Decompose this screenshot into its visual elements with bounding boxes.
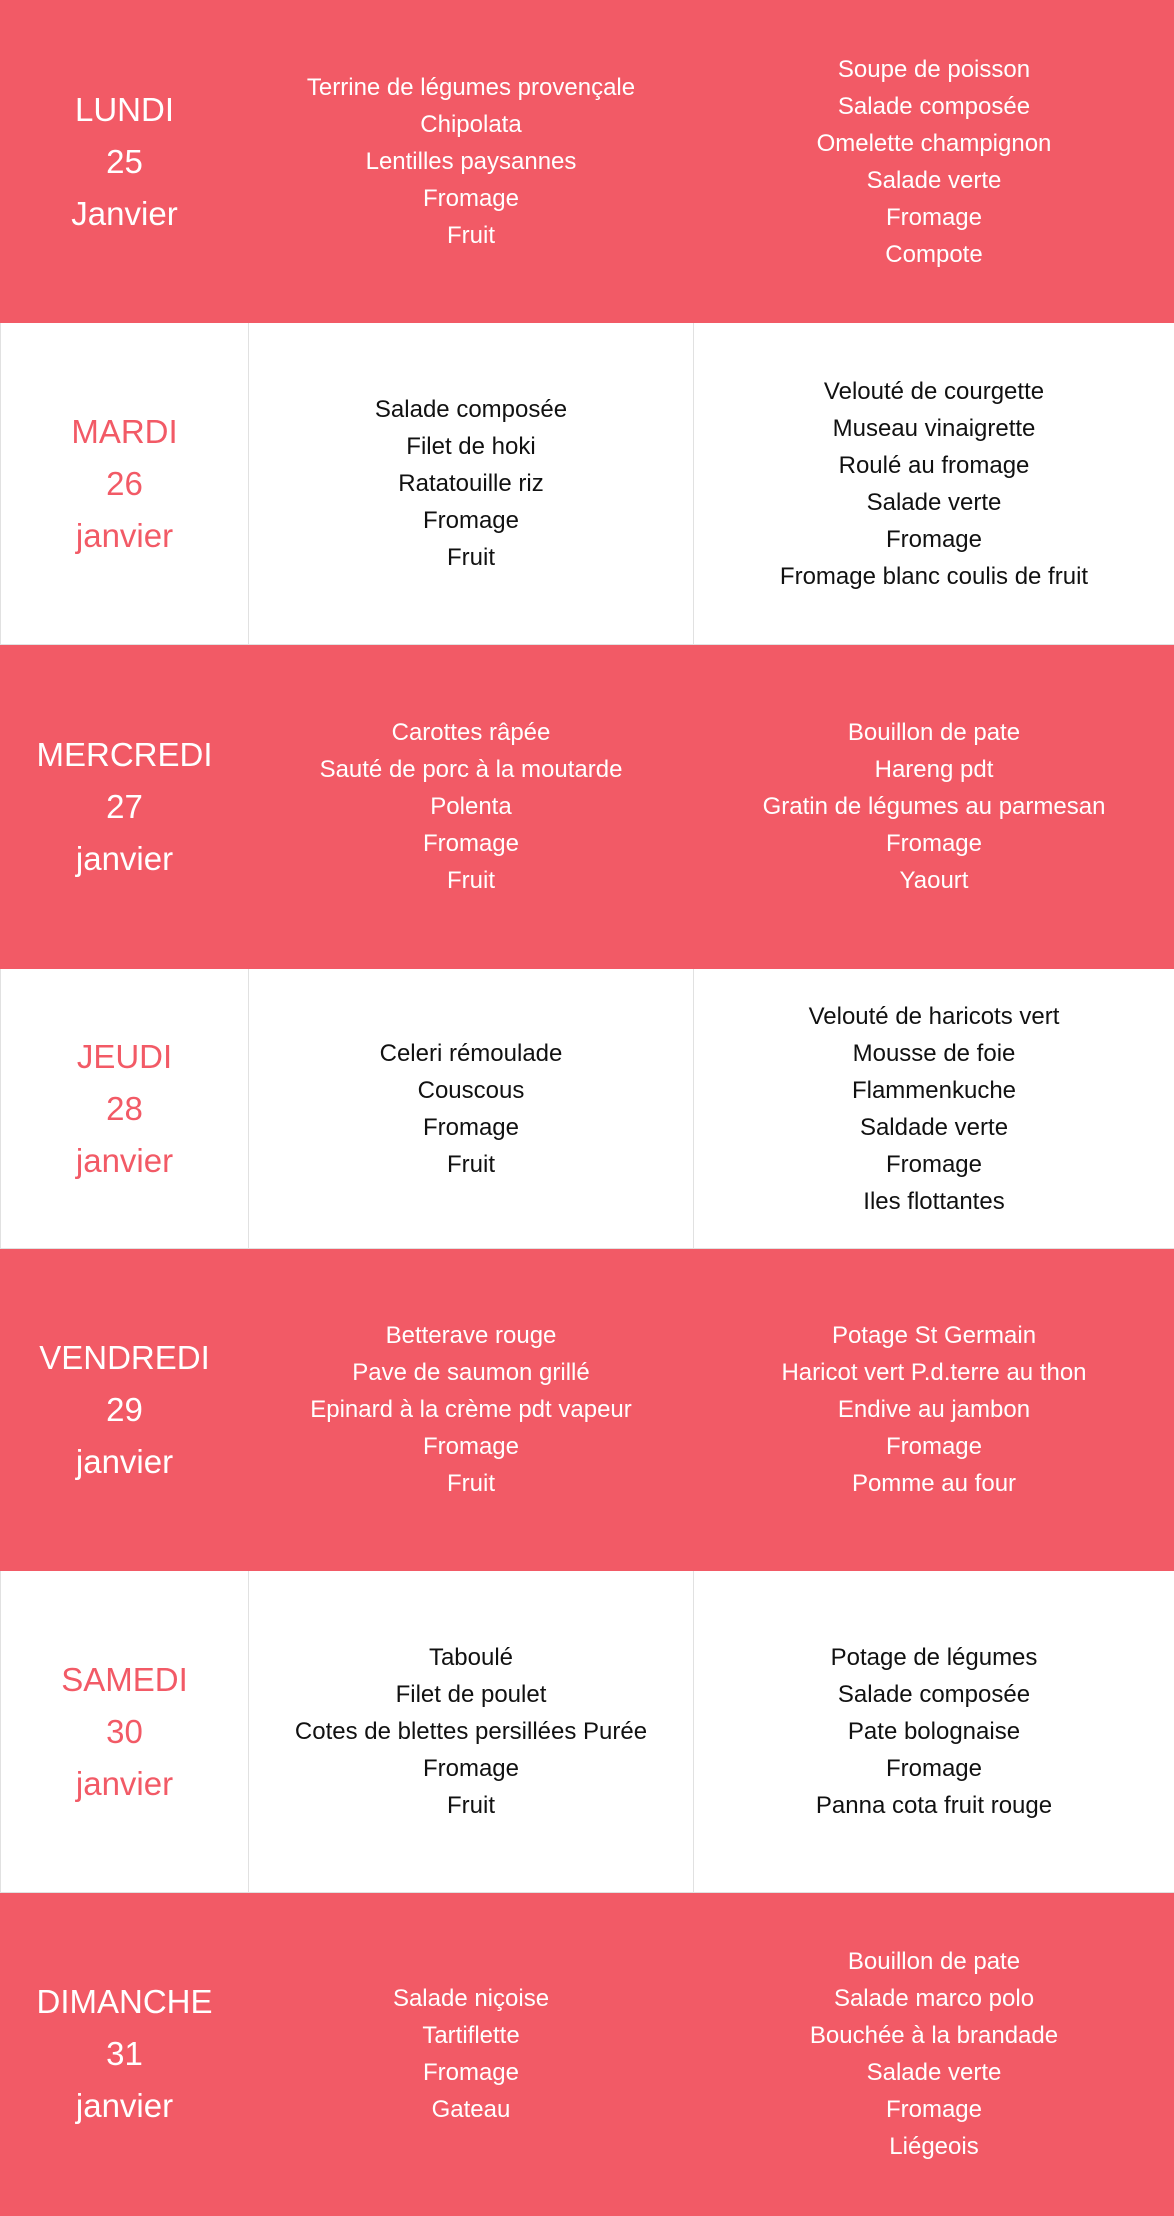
lunch-dish: Pave de saumon grillé — [249, 1354, 693, 1391]
dinner-dish: Fromage — [694, 1428, 1174, 1465]
dinner-dish: Fromage — [694, 521, 1174, 558]
dinner-dish: Velouté de courgette — [694, 373, 1174, 410]
day-month: janvier — [1, 2080, 248, 2132]
lunch-dish: Salade niçoise — [249, 1980, 693, 2017]
day-month: janvier — [1, 510, 248, 562]
day-month: janvier — [1, 1758, 248, 1810]
lunch-dish: Carottes râpée — [249, 714, 693, 751]
day-month: janvier — [1, 1135, 248, 1187]
day-month: janvier — [1, 1436, 248, 1488]
dinner-cell — [694, 645, 1174, 969]
dinner-dish: Saldade verte — [694, 1109, 1174, 1146]
lunch-dish: Couscous — [249, 1072, 693, 1109]
dinner-cell — [694, 1, 1174, 323]
dinner-dish: Bouillon de pate — [694, 714, 1174, 751]
dinner-dish: Fromage blanc coulis de fruit — [694, 558, 1174, 595]
lunch-dish: Gateau — [249, 2091, 693, 2128]
lunch-dish: Lentilles paysannes — [249, 143, 693, 180]
day-name: VENDREDI — [1, 1332, 248, 1384]
lunch-dish: Fruit — [249, 217, 693, 254]
lunch-dish: Cotes de blettes persillées Purée — [249, 1713, 693, 1750]
dinner-dish: Salade composée — [694, 1676, 1174, 1713]
dinner-dish: Salade verte — [694, 2054, 1174, 2091]
day-cell — [1, 1893, 249, 2216]
dinner-dish: Velouté de haricots vert — [694, 998, 1174, 1035]
dinner-dish: Soupe de poisson — [694, 51, 1174, 88]
lunch-dish: Filet de poulet — [249, 1676, 693, 1713]
lunch-cell — [249, 645, 694, 969]
dinner-dish: Panna cota fruit rouge — [694, 1787, 1174, 1824]
day-month: janvier — [1, 833, 248, 885]
dinner-dish: Roulé au fromage — [694, 447, 1174, 484]
dinner-dish: Flammenkuche — [694, 1072, 1174, 1109]
lunch-cell — [249, 1571, 694, 1893]
dinner-cell — [694, 1571, 1174, 1893]
lunch-dish: Betterave rouge — [249, 1317, 693, 1354]
day-number: 30 — [1, 1706, 248, 1758]
lunch-dish: Fruit — [249, 1465, 693, 1502]
lunch-dish: Polenta — [249, 788, 693, 825]
day-row-mardi — [1, 323, 1174, 645]
dinner-dish: Fromage — [694, 1146, 1174, 1183]
dinner-dish: Fromage — [694, 825, 1174, 862]
lunch-dish: Salade composée — [249, 391, 693, 428]
lunch-dish: Filet de hoki — [249, 428, 693, 465]
dinner-dish: Bouchée à la brandade — [694, 2017, 1174, 2054]
day-number: 26 — [1, 458, 248, 510]
dinner-dish: Endive au jambon — [694, 1391, 1174, 1428]
lunch-cell — [249, 1893, 694, 2216]
dinner-cell — [694, 323, 1174, 645]
dinner-dish: Potage St Germain — [694, 1317, 1174, 1354]
day-row-samedi — [1, 1571, 1174, 1893]
day-name: MARDI — [1, 406, 248, 458]
day-row-dimanche — [1, 1893, 1174, 2216]
dinner-cell — [694, 1893, 1174, 2216]
lunch-cell — [249, 969, 694, 1249]
lunch-dish: Celeri rémoulade — [249, 1035, 693, 1072]
dinner-dish: Compote — [694, 236, 1174, 273]
day-cell — [1, 1, 249, 323]
day-number: 25 — [1, 136, 248, 188]
lunch-dish: Fromage — [249, 180, 693, 217]
lunch-dish: Fromage — [249, 1750, 693, 1787]
dinner-dish: Museau vinaigrette — [694, 410, 1174, 447]
day-month: Janvier — [1, 188, 248, 240]
lunch-dish: Fruit — [249, 862, 693, 899]
lunch-dish: Fromage — [249, 2054, 693, 2091]
dinner-dish: Fromage — [694, 1750, 1174, 1787]
dinner-dish: Pomme au four — [694, 1465, 1174, 1502]
dinner-dish: Fromage — [694, 2091, 1174, 2128]
dinner-dish: Yaourt — [694, 862, 1174, 899]
day-row-jeudi — [1, 969, 1174, 1249]
day-name: LUNDI — [1, 84, 248, 136]
lunch-dish: Fromage — [249, 502, 693, 539]
lunch-dish: Fromage — [249, 825, 693, 862]
day-name: SAMEDI — [1, 1654, 248, 1706]
dinner-dish: Fromage — [694, 199, 1174, 236]
lunch-cell — [249, 323, 694, 645]
lunch-dish: Chipolata — [249, 106, 693, 143]
day-cell — [1, 645, 249, 969]
day-cell — [1, 1571, 249, 1893]
dinner-cell — [694, 969, 1174, 1249]
dinner-dish: Salade marco polo — [694, 1980, 1174, 2017]
lunch-dish: Fruit — [249, 1146, 693, 1183]
day-number: 29 — [1, 1384, 248, 1436]
dinner-cell — [694, 1249, 1174, 1571]
lunch-dish: Epinard à la crème pdt vapeur — [249, 1391, 693, 1428]
lunch-dish: Fruit — [249, 539, 693, 576]
day-row-vendredi — [1, 1249, 1174, 1571]
lunch-dish: Fruit — [249, 1787, 693, 1824]
day-cell — [1, 1249, 249, 1571]
dinner-dish: Potage de légumes — [694, 1639, 1174, 1676]
day-name: JEUDI — [1, 1031, 248, 1083]
dinner-dish: Salade verte — [694, 162, 1174, 199]
day-cell — [1, 969, 249, 1249]
day-row-lundi — [1, 1, 1174, 323]
day-row-mercredi — [1, 645, 1174, 969]
dinner-dish: Mousse de foie — [694, 1035, 1174, 1072]
dinner-dish: Salade composée — [694, 88, 1174, 125]
lunch-dish: Ratatouille riz — [249, 465, 693, 502]
dinner-dish: Bouillon de pate — [694, 1943, 1174, 1980]
lunch-dish: Sauté de porc à la moutarde — [249, 751, 693, 788]
day-name: MERCREDI — [1, 729, 248, 781]
lunch-cell — [249, 1249, 694, 1571]
dinner-dish: Hareng pdt — [694, 751, 1174, 788]
dinner-dish: Omelette champignon — [694, 125, 1174, 162]
lunch-dish: Terrine de légumes provençale — [249, 69, 693, 106]
dinner-dish: Salade verte — [694, 484, 1174, 521]
day-number: 31 — [1, 2028, 248, 2080]
dinner-dish: Gratin de légumes au parmesan — [694, 788, 1174, 825]
lunch-dish: Fromage — [249, 1109, 693, 1146]
lunch-dish: Tartiflette — [249, 2017, 693, 2054]
day-number: 28 — [1, 1083, 248, 1135]
day-cell — [1, 323, 249, 645]
dinner-dish: Liégeois — [694, 2128, 1174, 2165]
day-number: 27 — [1, 781, 248, 833]
lunch-dish: Fromage — [249, 1428, 693, 1465]
dinner-dish: Iles flottantes — [694, 1183, 1174, 1220]
dinner-dish: Haricot vert P.d.terre au thon — [694, 1354, 1174, 1391]
day-name: DIMANCHE — [1, 1976, 248, 2028]
lunch-dish: Taboulé — [249, 1639, 693, 1676]
lunch-cell — [249, 1, 694, 323]
dinner-dish: Pate bolognaise — [694, 1713, 1174, 1750]
